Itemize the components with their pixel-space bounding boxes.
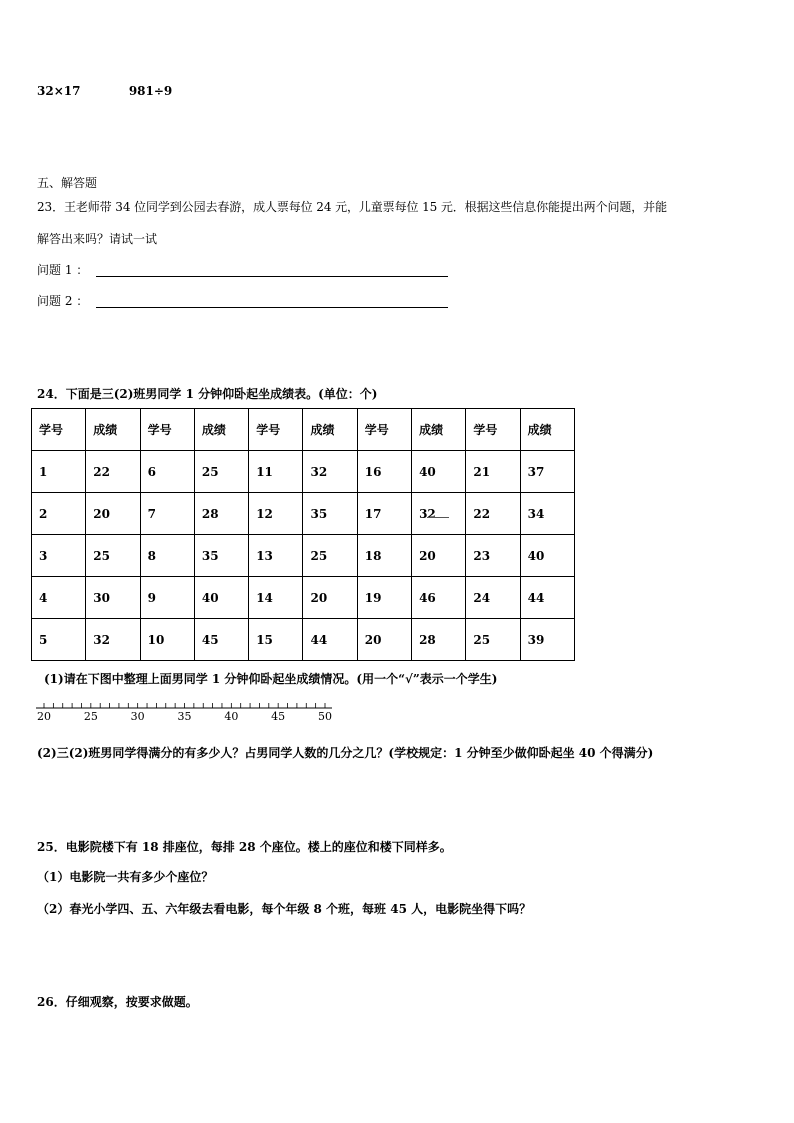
table-cell: 14 <box>249 577 303 619</box>
calc-expression-2: 981÷9 <box>128 84 173 98</box>
table-cell: 40 <box>194 577 248 619</box>
table-header-cell: 成绩 <box>303 409 357 451</box>
q25-part2: （2）春光小学四、五、六年级去看电影，每个年级 8 个班，每班 45 人，电影院坐得下吗？ <box>37 902 532 916</box>
table-cell: 32 <box>86 619 140 661</box>
number-line-label: 35 <box>177 710 192 723</box>
table-row <box>32 493 575 535</box>
table-cell: 24 <box>466 577 520 619</box>
table-cell: 23 <box>466 535 520 577</box>
q24-part1: (1)请在下图中整理上面男同学 1 分钟仰卧起坐成绩情况。(用一个“√”表示一个学生) <box>44 672 498 686</box>
table-cell: 32 <box>303 451 357 493</box>
q23-question-1-label: 问题 1 ： <box>37 263 89 277</box>
number-line-label: 50 <box>318 710 332 723</box>
table-cell: 20 <box>412 535 466 577</box>
q23-answer-line-1[interactable] <box>96 262 448 277</box>
q23-text-line1: 23．王老师带 34 位同学到公园去春游，成人票每位 24 元，儿童票每位 15 元．根据这些信息你能提出两个问题，并能 <box>37 200 667 214</box>
number-line-label: 20 <box>37 710 51 723</box>
number-line <box>34 698 344 724</box>
q25-part1: （1）电影院一共有多少个座位？ <box>37 870 214 884</box>
q24-score-table <box>31 408 575 661</box>
q24-intro: 24．下面是三(2)班男同学 1 分钟仰卧起坐成绩表。(单位：个) <box>37 387 378 401</box>
table-header-cell: 学号 <box>32 409 86 451</box>
table-cell: 2 <box>32 493 86 535</box>
table-cell: 20 <box>86 493 140 535</box>
table-cell: 34 <box>520 493 574 535</box>
section-title: 五、解答题 <box>37 176 98 190</box>
table-cell: 20 <box>357 619 411 661</box>
table-header-cell: 成绩 <box>86 409 140 451</box>
table-cell: 5 <box>32 619 86 661</box>
table-cell: 32 <box>412 493 466 535</box>
q24-part2: (2)三(2)班男同学得满分的有多少人？占男同学人数的几分之几？(学校规定：1 分钟至少做仰卧起坐 40 个得满分) <box>37 746 654 760</box>
table-cell: 25 <box>466 619 520 661</box>
q25-text: 25．电影院楼下有 18 排座位，每排 28 个座位。楼上的座位和楼下同样多。 <box>37 840 452 854</box>
q23-question-1 <box>37 261 88 278</box>
table-cell: 35 <box>303 493 357 535</box>
table-header-cell: 成绩 <box>194 409 248 451</box>
number-line-labels <box>37 710 332 723</box>
table-cell: 8 <box>140 535 194 577</box>
table-cell: 10 <box>140 619 194 661</box>
table-header-row <box>32 409 575 451</box>
table-cell: 9 <box>140 577 194 619</box>
number-line-ticks <box>44 703 325 708</box>
table-cell: 11 <box>249 451 303 493</box>
table-cell: 25 <box>86 535 140 577</box>
table-cell: 17 <box>357 493 411 535</box>
table-cell: 37 <box>520 451 574 493</box>
table-cell: 25 <box>194 451 248 493</box>
table-cell: 18 <box>357 535 411 577</box>
number-line-label: 25 <box>83 710 98 723</box>
table-cell: 22 <box>466 493 520 535</box>
table-cell: 40 <box>412 451 466 493</box>
table-cell: 35 <box>194 535 248 577</box>
q23-question-2 <box>37 292 88 309</box>
number-line-label: 30 <box>130 710 145 723</box>
table-cell: 39 <box>520 619 574 661</box>
table-cell: 22 <box>86 451 140 493</box>
table-cell: 20 <box>303 577 357 619</box>
calc-row <box>37 84 172 98</box>
q26-text: 26．仔细观察，按要求做题。 <box>37 995 198 1009</box>
table-cell: 40 <box>520 535 574 577</box>
number-line-label: 40 <box>224 710 239 723</box>
table-row <box>32 535 575 577</box>
table-cell: 46 <box>412 577 466 619</box>
q23-question-2-label: 问题 2 ： <box>37 294 89 308</box>
table-cell: 44 <box>303 619 357 661</box>
table-cell: 4 <box>32 577 86 619</box>
table-header-cell: 成绩 <box>412 409 466 451</box>
table-cell: 45 <box>194 619 248 661</box>
number-line-label: 45 <box>271 710 286 723</box>
table-header-cell: 学号 <box>466 409 520 451</box>
q23-answer-line-2[interactable] <box>96 293 448 308</box>
table-header-cell: 成绩 <box>520 409 574 451</box>
table-cell: 16 <box>357 451 411 493</box>
table-cell: 3 <box>32 535 86 577</box>
table-cell: 30 <box>86 577 140 619</box>
table-cell: 28 <box>412 619 466 661</box>
table-header-cell: 学号 <box>357 409 411 451</box>
table-cell: 13 <box>249 535 303 577</box>
table-cell: 7 <box>140 493 194 535</box>
table-header-cell: 学号 <box>249 409 303 451</box>
table-row <box>32 577 575 619</box>
table-cell: 12 <box>249 493 303 535</box>
table-row <box>32 619 575 661</box>
table-cell: 44 <box>520 577 574 619</box>
table-cell: 25 <box>303 535 357 577</box>
table-row <box>32 451 575 493</box>
calc-expression-1: 32×17 <box>37 84 81 98</box>
stray-dash-mark <box>427 517 449 518</box>
q23-text-line2: 解答出来吗？请试一试 <box>37 232 158 246</box>
table-header-cell: 学号 <box>140 409 194 451</box>
table-cell: 1 <box>32 451 86 493</box>
table-cell: 28 <box>194 493 248 535</box>
table-cell: 19 <box>357 577 411 619</box>
table-cell: 15 <box>249 619 303 661</box>
table-cell: 21 <box>466 451 520 493</box>
table-cell: 6 <box>140 451 194 493</box>
